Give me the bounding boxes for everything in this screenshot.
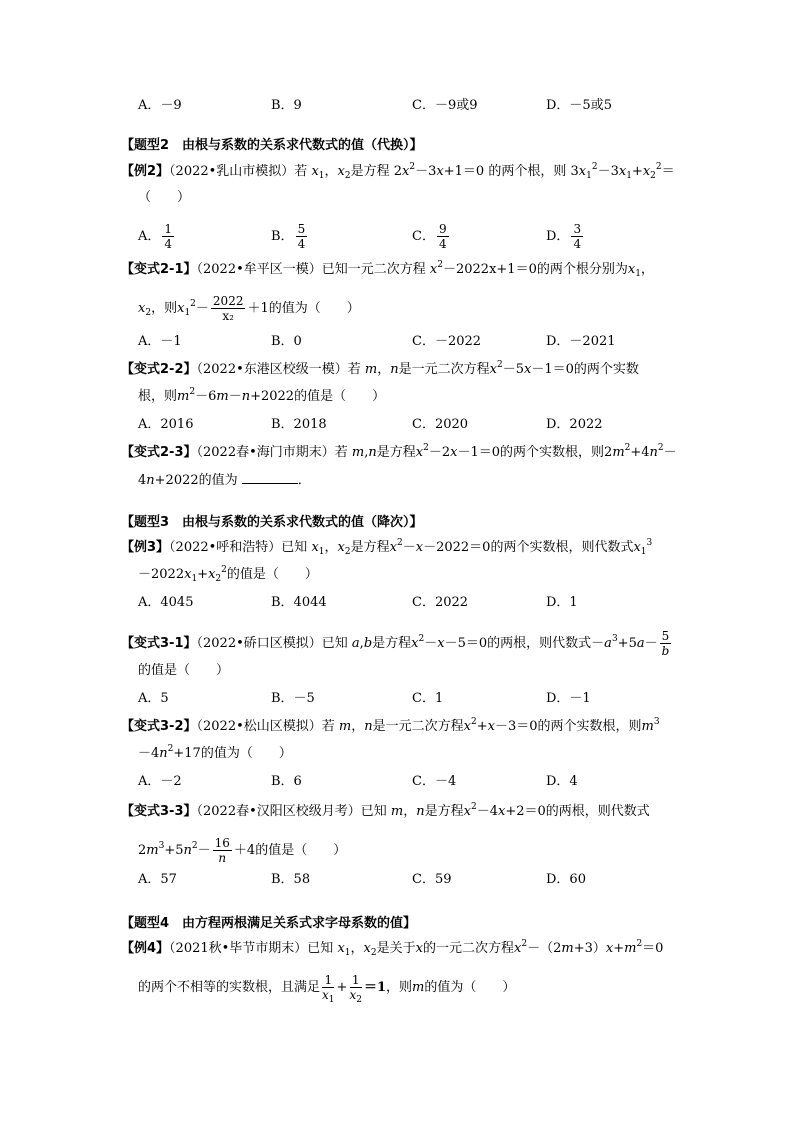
section-heading-3: 【题型3 由根与系数的关系求代数式的值（降次）】 <box>121 515 423 530</box>
option-d: D．1 <box>546 595 578 610</box>
variant-2-3-line-1: 【变式2-3】（2022春•海门市期末）若 m,n是方程$x^2-2x-1=0$的两个实数根，则$2m^2+4n^2-$ <box>121 443 677 460</box>
option-a: A．57 <box>138 872 177 887</box>
option-d: D．2022 <box>546 417 603 432</box>
option-b: B．－5 <box>271 691 315 706</box>
variant-2-1-line-2: $x_2$，则$x_1^2-$ $\frac{2022}{\text{x₂}}$ ＋1的值为（ ） <box>138 294 360 323</box>
variant-3-2-line-2: $-4n^2+17$的值为（ ） <box>138 744 292 761</box>
option-a: A．4045 <box>138 595 194 610</box>
variant-2-2-line-2: 根，则$m^2-6m-n+2022$的值是（ ） <box>138 387 386 404</box>
option-b: B．6 <box>271 774 302 789</box>
option-d: D．－5或5 <box>546 98 612 113</box>
example-3-line-1: 【例3】（2022•呼和浩特）已知 $x_1$，$x_2$是方程$x^2-x-2022=0$的两个实数根，则代数式$x_1^3$ <box>121 538 653 557</box>
option-c: C．2020 <box>412 417 469 432</box>
option-c: C．59 <box>412 872 452 887</box>
variant-3-2-line-1: 【变式3-2】（2022•松山区模拟）若 m，n是一元二次方程$x^2+x-3=0$的两个实数根，则$m^3$ <box>121 717 660 734</box>
example-3-line-2: $-2022x_1+x_2^2$的值是（ ） <box>138 565 318 584</box>
option-b: B．58 <box>271 872 311 887</box>
example-2-paren: （ ） <box>138 190 191 205</box>
option-d: D． $\frac{3}{4}$ <box>546 222 582 251</box>
option-d: D．4 <box>546 774 578 789</box>
option-a: A． $\frac{1}{4}$ <box>138 222 173 251</box>
example-2-line-1: 【例2】（2022•乳山市模拟）若 $x_1$，$x_2$是方程 $2x^2-3x+1=0$ 的两个根，则 $3x_1^2-3x_1+x_2^2=$ <box>121 162 675 181</box>
option-a: A．5 <box>138 691 169 706</box>
section-heading-2: 【题型2 由根与系数的关系求代数式的值（代换）】 <box>121 138 423 153</box>
variant-3-1-line-1: 【变式3-1】（2022•硚口区模拟）已知 a,b是方程$x^2-x-5=0$的两根，则代数式$-a^3+5a-$ $\frac{5}{b}$ <box>121 629 670 658</box>
option-b: B．4044 <box>271 595 327 610</box>
option-c: C．1 <box>412 691 444 706</box>
option-b: B．9 <box>271 98 302 113</box>
option-a: A．－2 <box>138 774 182 789</box>
option-b: B．2018 <box>271 417 327 432</box>
option-b: B．0 <box>271 334 302 349</box>
variant-2-1-line-1: 【变式2-1】（2022•牟平区一模）已知一元二次方程 $x^2-2022x+1=0$的两个根分别为$x_1$， <box>121 260 654 279</box>
option-c: C．－4 <box>412 774 457 789</box>
example-4-line-1: 【例4】（2021秋•毕节市期末）已知 $x_1$，$x_2$是关于x的一元二次方程$x^2-(2m+3)x+m^2=0$ <box>121 939 664 958</box>
variant-3-3-line-1: 【变式3-3】（2022春•汉阳区校级月考）已知 m，n是方程$x^2-4x+2=0$的两根，则代数式 <box>121 802 650 819</box>
option-d: D．60 <box>546 872 586 887</box>
option-a: A．－1 <box>138 334 182 349</box>
example-4-line-2: 的两个不相等的实数根，且满足 $\frac{1}{x_1}$ + $\frac{1}{x_2}$ ＝1，则m的值为（ ） <box>138 973 516 1005</box>
option-c: C．2022 <box>412 595 469 610</box>
variant-3-1-line-2: 的值是（ ） <box>138 663 230 678</box>
variant-3-3-line-2: $2m^3+5n^2-$ $\frac{16}{n}$ ＋4的值是（ ） <box>138 836 347 865</box>
section-heading-4: 【题型4 由方程两根满足关系式求字母系数的值】 <box>121 916 417 931</box>
option-a: A．－9 <box>138 98 182 113</box>
answer-blank[interactable] <box>242 471 298 484</box>
variant-2-2-line-1: 【变式2-2】（2022•东港区校级一模）若 m，n是一元二次方程$x^2-5x-1=0$的两个实数 <box>121 360 639 377</box>
option-d: D．－1 <box>546 691 591 706</box>
option-b: B． $\frac{5}{4}$ <box>271 222 306 251</box>
option-c: C．－9或9 <box>412 98 478 113</box>
variant-2-3-line-2: 4n+2022的值为 ． <box>138 473 311 488</box>
option-a: A．2016 <box>138 417 194 432</box>
option-d: D．－2021 <box>546 334 616 349</box>
option-c: C． $\frac{9}{4}$ <box>412 222 447 251</box>
option-c: C．－2022 <box>412 334 482 349</box>
